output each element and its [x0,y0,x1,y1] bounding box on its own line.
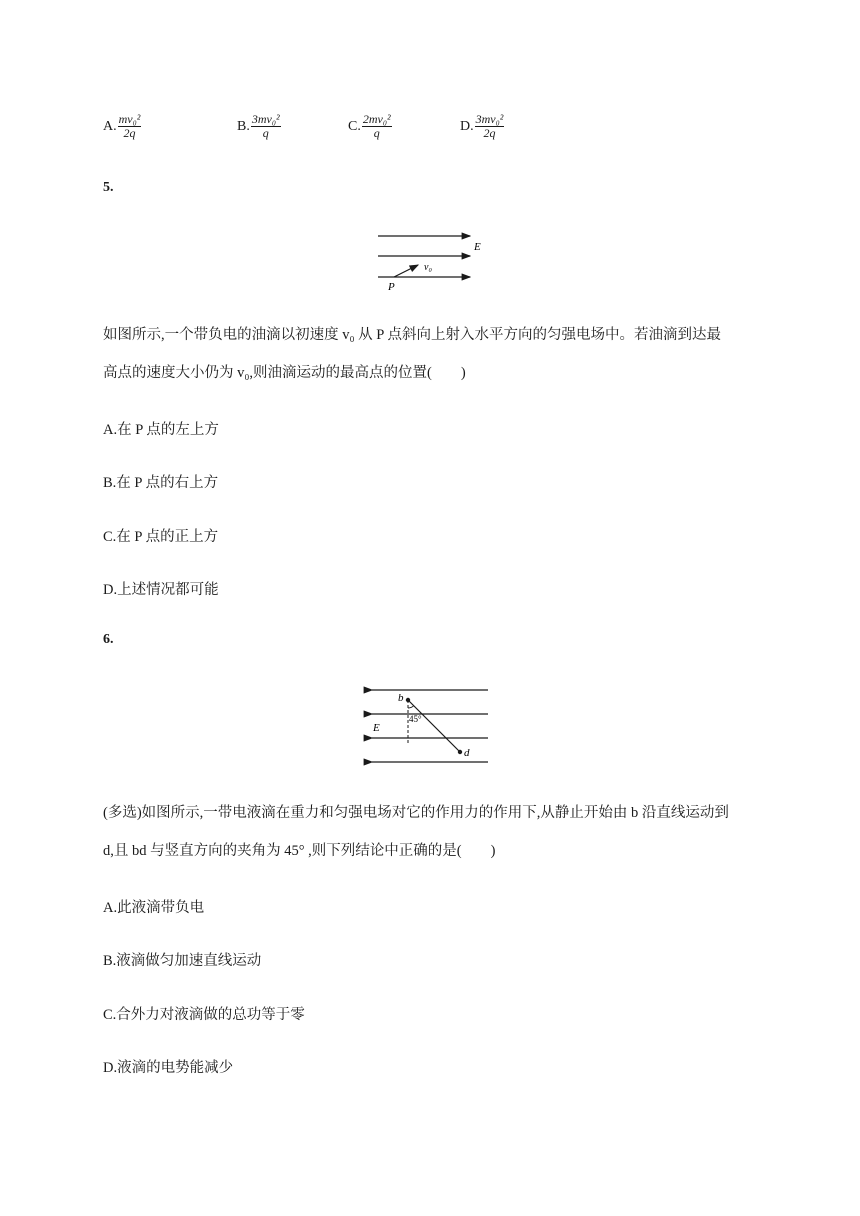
point-b [406,698,410,702]
q4-option-d [460,113,504,140]
q4-option-a-denominator: 2q [123,126,136,140]
q4-option-b-fraction [251,113,281,140]
q4-option-d-label: D. [460,118,474,134]
q6-number: 6. [103,632,114,647]
q5-field-diagram [370,228,490,294]
q4-option-d-fraction [475,113,505,140]
q4-option-c-fraction [362,113,392,140]
angle-arc [408,706,414,708]
angle-label: 45° [409,714,422,724]
point-p-label: P [388,281,395,293]
q4-option-c-numerator: 2mv₀² [362,112,391,126]
q6-option-d: D.液滴的电势能减少 [103,1060,234,1076]
q4-option-d-numerator: 3mv₀² [475,112,504,126]
q4-option-a-numerator: mv₀² [118,112,141,126]
q6-stem-line-1: (多选)如图所示,一带电液滴在重力和匀强电场对它的作用力的作用下,从静止开始由 b 沿直线运动到 [103,805,729,821]
q5-stem-line-1: 如图所示,一个带负电的油滴以初速度 v₀ 从 P 点斜向上射入水平方向的匀强电场中。若油滴到达最 [103,327,721,343]
q5-number: 5. [103,180,114,195]
q4-option-c-denominator: q [373,126,380,140]
q4-option-a-label: A. [103,118,117,134]
q6-stem [103,794,783,870]
q4-option-b-numerator: 3mv₀² [251,112,280,126]
path-bd [408,700,460,752]
q6-option-a: A.此液滴带负电 [103,900,205,916]
q4-option-b-label: B. [237,118,250,134]
q6-stem-line-2: d,且 bd 与竖直方向的夹角为 45° ,则下列结论中正确的是( ) [103,843,496,859]
point-b-label: b [398,692,404,704]
q5-option-a: A.在 P 点的左上方 [103,422,219,438]
q5-option-d: D.上述情况都可能 [103,582,219,598]
q4-option-a [103,113,141,140]
q4-option-b [237,113,281,140]
q5-option-c: C.在 P 点的正上方 [103,529,219,545]
field-label: E [373,722,380,734]
q4-option-a-fraction [118,113,142,140]
q4-option-c-label: C. [348,118,361,134]
point-d-label: d [464,747,470,759]
q5-stem-line-2: 高点的速度大小仍为 v₀,则油滴运动的最高点的位置( ) [103,365,466,381]
q6-option-c: C.合外力对液滴做的总功等于零 [103,1007,305,1023]
q6-field-diagram [362,682,494,772]
velocity-label: v₀ [424,262,432,273]
velocity-arrow [394,265,418,277]
q6-option-b: B.液滴做匀加速直线运动 [103,953,262,969]
q4-option-d-denominator: 2q [483,126,496,140]
q5-stem [103,316,763,392]
q4-option-c [348,113,392,140]
q4-option-b-denominator: q [262,126,269,140]
field-label: E [474,241,481,253]
q5-option-b: B.在 P 点的右上方 [103,475,219,491]
point-d [458,750,462,754]
